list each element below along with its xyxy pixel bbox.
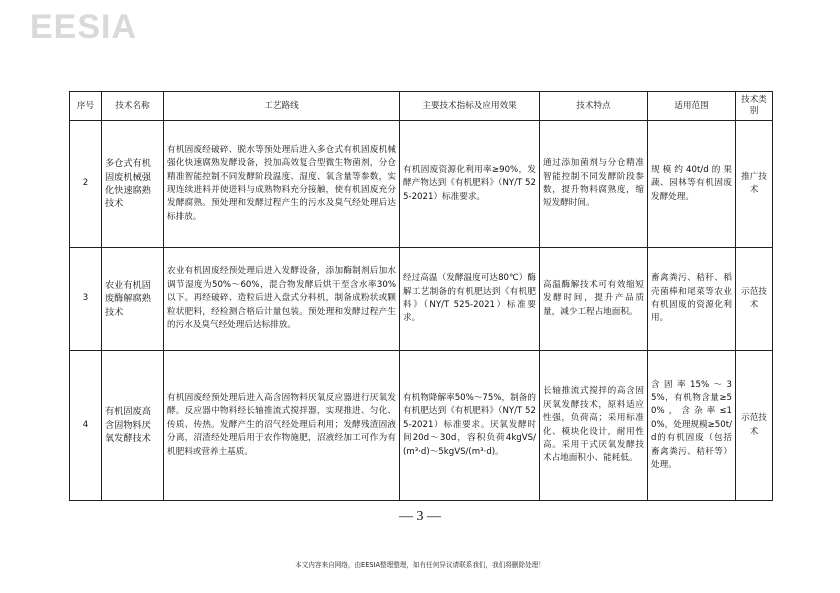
cell-scope: 含固率15%～35%，有机物含量≥50%，含杂率≤10%，处理规模≥50t/d的有机固废（包括畜禽粪污、秸秆等）处理。 — [648, 351, 736, 501]
eesia-logo: EESIA — [30, 8, 138, 46]
cell-scope: 规模约40t/d的果蔬、园林等有机固废发酵处理。 — [648, 121, 736, 248]
cell-category: 示范技术 — [736, 248, 773, 351]
cell-indicators: 有机物降解率50%～75%，制备的有机肥达到《有机肥料》（NY/T 525-2021）标准要求。厌氧发酵时间20d～30d，容积负荷4kgVS/(m³·d)～5kgVS/(m³·d)。 — [400, 351, 540, 501]
cell-scope: 畜禽粪污、秸秆、稻壳菌棒和尾菜等农业有机固废的资源化利用。 — [648, 248, 736, 351]
cell-category: 推广技术 — [736, 121, 773, 248]
header-category: 技术类别 — [736, 92, 773, 121]
cell-no: 3 — [70, 248, 102, 351]
cell-no: 4 — [70, 351, 102, 501]
technology-table — [69, 91, 773, 501]
cell-name: 有机固废高含固物料厌氧发酵技术 — [102, 351, 164, 501]
cell-category: 示范技术 — [736, 351, 773, 501]
cell-process: 有机固废经破碎、脱水等预处理后进入多仓式有机固废机械强化快速腐熟发酵设备，投加高效复合型微生物菌剂，分仓精准智能控制不同发酵阶段温度、湿度、氧含量等参数，实现连续进料并使进料与成熟物料充分接触，使有机固废充分发酵腐熟。预处理和发酵过程产生的污水及臭气经处理后达标排放。 — [164, 121, 400, 248]
cell-process: 有机固废经预处理后进入高含固物料厌氧反应器进行厌氧发酵。反应器中物料经长轴推流式搅拌器，实现推进、匀化、传质、传热。发酵产生的沼气经处理后利用；发酵残渣固液分离，沼渣经处理后用于农作物施肥，沼液经加工可作为有机肥料或营养土基质。 — [164, 351, 400, 501]
cell-features: 通过添加菌剂与分仓精准智能控制不同发酵阶段参数，提升物料腐熟度，缩短发酵时间。 — [540, 121, 648, 248]
cell-process: 农业有机固废经预处理后进入发酵设备，添加酶制剂后加水调节湿度为50%～60%，混合物发酵后烘干至含水率30%以下。再经破碎、造粒后进入盘式分料机，制备成粉状或颗粒状肥料，经检测合格后计量包装。预处理和发酵过程产生的污水及臭气经处理后达标排放。 — [164, 248, 400, 351]
page-number: — 3 — — [399, 509, 441, 524]
header-scope: 适用范围 — [648, 92, 736, 121]
cell-features: 长轴推流式搅拌的高含固厌氧发酵技术，原料适应性强，负荷高；采用标准化、模块化设计，耐用性高。采用干式厌氧发酵技术占地面积小、能耗低。 — [540, 351, 648, 501]
footer-disclaimer: 本文内容来自网络，由EESIA整理整理，如有任何异议请联系我们，我们将删除处理！ — [295, 561, 545, 569]
cell-indicators: 经过高温（发酵温度可达80℃）酶解工艺制备的有机肥达到《有机肥料》（NY/T 525-2021）标准要求。 — [400, 248, 540, 351]
header-indicators: 主要技术指标及应用效果 — [400, 92, 540, 121]
cell-indicators: 有机固废资源化利用率≥90%，发酵产物达到《有机肥料》（NY/T 525-2021）标准要求。 — [400, 121, 540, 248]
header-process: 工艺路线 — [164, 92, 400, 121]
table-header-row — [70, 92, 773, 121]
header-name: 技术名称 — [102, 92, 164, 121]
cell-name: 多仓式有机固废机械强化快速腐熟技术 — [102, 121, 164, 248]
table-row — [70, 121, 773, 248]
header-no: 序号 — [70, 92, 102, 121]
table-row — [70, 248, 773, 351]
cell-features: 高温酶解技术可有效缩短发酵时间，提升产品质量，减少工程占地面积。 — [540, 248, 648, 351]
header-features: 技术特点 — [540, 92, 648, 121]
cell-name: 农业有机固废酶解腐熟技术 — [102, 248, 164, 351]
cell-no: 2 — [70, 121, 102, 248]
table-row — [70, 351, 773, 501]
